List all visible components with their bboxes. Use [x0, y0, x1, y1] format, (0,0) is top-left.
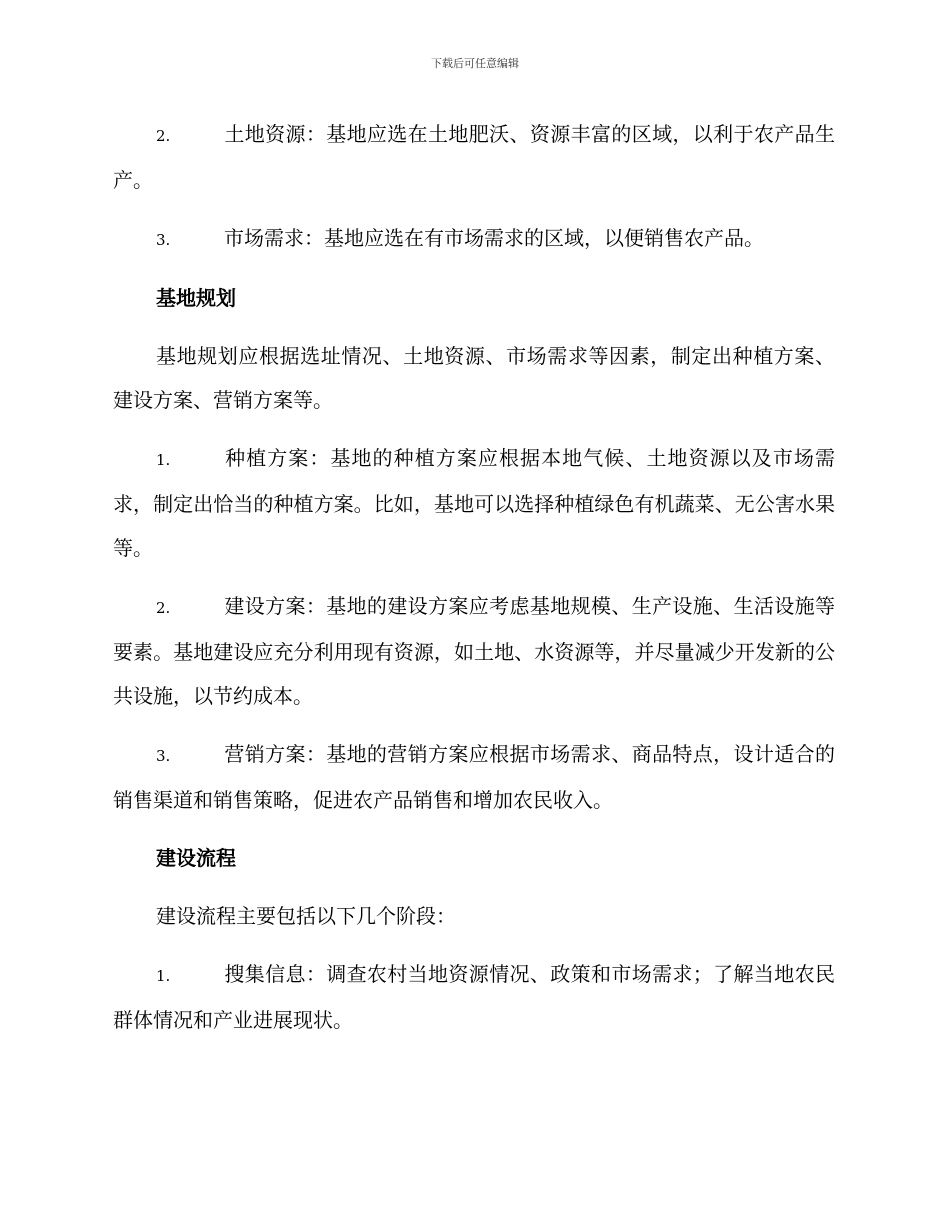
list-number: 1.: [156, 967, 171, 985]
list-item-text: 土地资源：基地应选在土地肥沃、资源丰富的区域，以利于农产品生产。: [113, 122, 835, 192]
document-body: [113, 112, 835, 1056]
list-item-marketing-plan: [113, 732, 835, 822]
page-header: 下载后可任意编辑: [431, 57, 519, 70]
list-item-market-demand: [113, 216, 835, 262]
list-item-land-resources: [113, 112, 835, 202]
list-number: 2.: [156, 127, 171, 145]
list-item-construction-plan: [113, 584, 835, 718]
list-number: 2.: [156, 599, 171, 617]
paragraph-base-planning: 基地规划应根据选址情况、土地资源、市场需求等因素，制定出种植方案、建设方案、营销方案等。: [113, 344, 835, 412]
list-item-text: 营销方案：基地的营销方案应根据市场需求、商品特点，设计适合的销售渠道和销售策略，促进农产品销售和增加农民收入。: [113, 742, 835, 812]
section-heading-base-planning: 基地规划: [156, 286, 236, 310]
list-item-planting-plan: [113, 436, 835, 570]
section-heading-construction-process: 建设流程: [156, 846, 236, 870]
list-number: 1.: [156, 451, 171, 469]
list-item-text: 搜集信息：调查农村当地资源情况、政策和市场需求；了解当地农民群体情况和产业进展现状。: [113, 962, 835, 1032]
list-number: 3.: [156, 747, 171, 765]
list-item-text: 市场需求：基地应选在有市场需求的区域，以便销售农产品。: [224, 226, 764, 250]
list-item-text: 建设方案：基地的建设方案应考虑基地规模、生产设施、生活设施等要素。基地建设应充分利用现有资源，如土地、水资源等，并尽量减少开发新的公共设施，以节约成本。: [113, 594, 835, 708]
list-number: 3.: [156, 231, 171, 249]
list-item-collect-info: [113, 952, 835, 1042]
list-item-text: 种植方案：基地的种植方案应根据本地气候、土地资源以及市场需求，制定出恰当的种植方案。比如，基地可以选择种植绿色有机蔬菜、无公害水果等。: [113, 446, 835, 560]
paragraph-construction-process: 建设流程主要包括以下几个阶段：: [156, 904, 456, 928]
